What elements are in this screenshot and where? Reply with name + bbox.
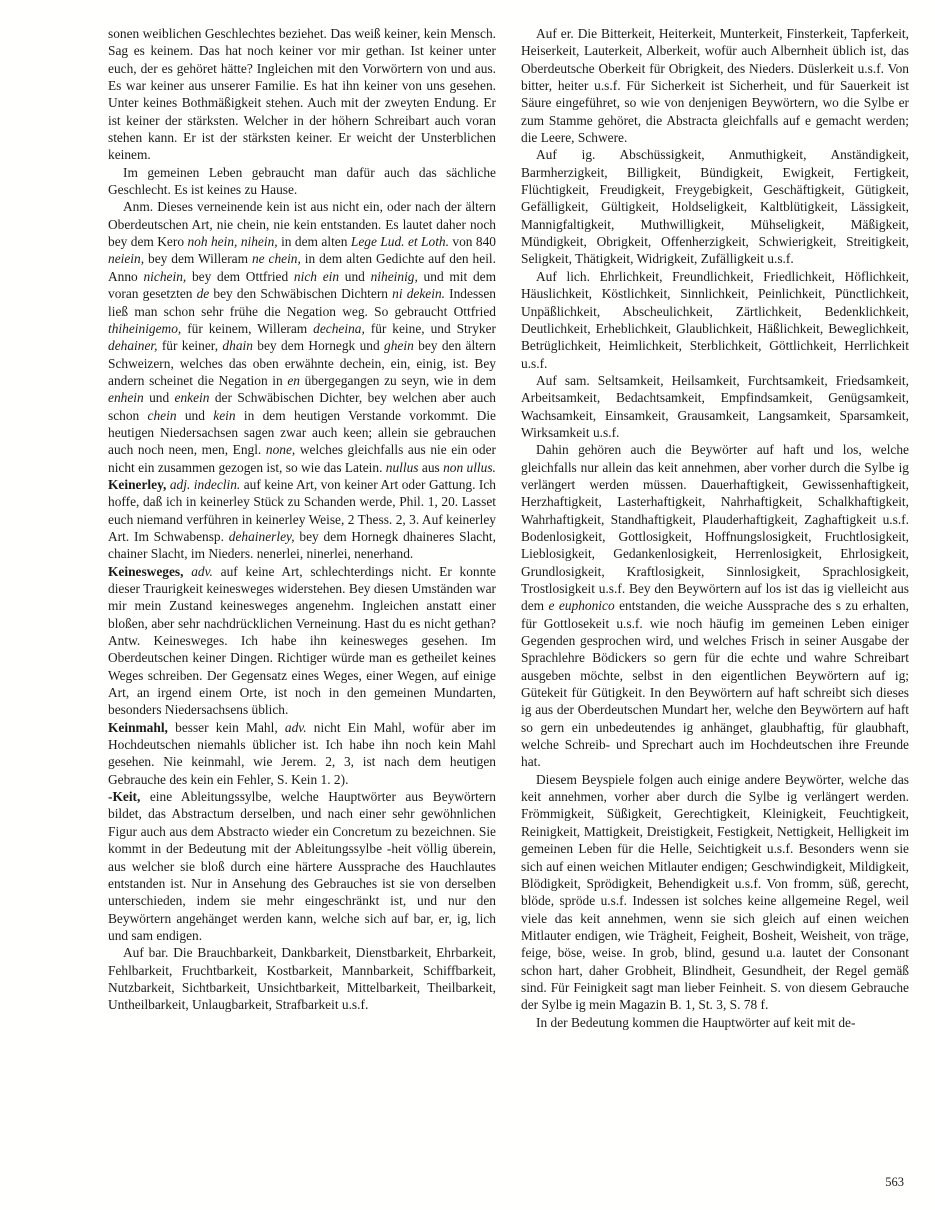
paragraph (108, 198, 496, 476)
text-run: Diesem Beyspiele folgen auch einige andere Beywörter, welche das keit annehmen, vorher aber durch die Sylbe ig verlängert werden. Frömmigkeit, Süßigkeit, Gerechtigkeit, Kleinigkeit, Feuchtigkeit, Reinigkeit, Mattigkeit, Dreistigkeit, Festigkeit, Nettigkeit, Helligkeit im gemeinen Leben für die Helle, Seichtigkeit u.s.f. Besonders wenn sie sich auf einen weichen Mitlauter endigen; Geschwindigkeit, Mildigkeit, Blödigkeit, Sprödigkeit, Behendigkeit u.s.f. Von fromm, süß, gerecht, blöde, spröde u.s.f. Indessen ist solches keine allgemeine Regel, weil viele das keit annehmen, wenn sie sich gleich auf einen weichen Mitlauter endigen, wie Trägheit, Feigheit, Bosheit, Weisheit, von träge, feige, böse, weise. In grob, blind, gesund u.a. lautet der Consonant schon hart, daher Grobheit, Blindheit, Gesundheit, der Regel gemäß sind. Für Feinigkeit sagt man lieber Feinheit. S. von diesem Gebrauche der Sylbe ig mein Magazin B. 1, St. 3, S. 78 f. (521, 771, 909, 1013)
text-run: bey dem Hornegk dhaineres Slacht, chainer Slacht, im Nieders. nenerlei, ninerlei, nenerhand. (108, 528, 496, 562)
text-run: bey dem Willeram (144, 251, 252, 267)
text-run: Im gemeinen Leben gebraucht man dafür auch das sächliche Geschlecht. Es ist keines zu Hause. (108, 164, 496, 198)
paragraph (108, 788, 496, 944)
text-run: Anm. Dieses verneinende kein ist aus nicht ein, oder nach der ältern Oberdeutschen Art, nie chein, nie kein entstanden. Es lautet daher noch bey dem Kero (108, 199, 496, 250)
left-text-column (108, 25, 496, 1031)
text-run: thiheinigemo, (108, 320, 182, 336)
paragraph (521, 25, 909, 146)
paragraph (521, 268, 909, 372)
text-run: nullus (385, 459, 419, 475)
text-run: kein (213, 407, 236, 423)
text-run: und (176, 407, 214, 423)
paragraph (521, 1014, 909, 1031)
page-number: 563 (885, 1175, 904, 1189)
text-run: übergegangen zu seyn, wie in dem (299, 372, 496, 388)
text-run: und mit dem voran gesetzten (108, 268, 496, 302)
text-run: und (143, 390, 175, 406)
text-run: decheina, (313, 320, 365, 336)
text-run: -Keit, (108, 789, 141, 805)
text-run: Indessen ließ man schon sehr frühe die Negation weg. So gebraucht Ottfried (108, 286, 497, 319)
text-run: niheinig, (370, 268, 418, 284)
text-run: eine Ableitungssylbe, welche Hauptwörter aus Beywörtern bildet, das Abstractum derselben, und nach einer sehr gewöhnlichen Figur auch aus dem Abstracto wieder ein Concretum zu bezeichnen. Sie kommt in der Bedeutung mit der Ableitungssylbe -heit völlig überein, aus welcher sie bloß durch eine härtere Aussprache des Hauchlautes entstanden ist. Nur in Ansehung des Gebrauches ist sie von derselben unterschieden, indem sie mehr eingeschränkt ist, und nur den Beywörtern angehänget werden kann, welche sich auf bar, er, ig, lich und sam endigen. (108, 789, 496, 943)
text-run: Lege Lud. et Loth. (350, 234, 449, 250)
paragraph (108, 476, 496, 563)
paragraph (108, 719, 496, 788)
text-run: auf keine Art, schlechterdings nicht. Er konnte dieser Traurigkeit keinesweges widerstehen. Bey diesen Umständen war mir mein Zustand keinesweges angenehm. Ingleichen anstatt einer bloßen, aber sehr nachdrücklichen Verneinung. Hast du es nicht gethan? Antw. Keinesweges. Ich habe ihn keinesweges gesehen. Im Oberdeutschen keiner Dingen. Richtiger würde man es getheilet keines Weges schreiben. Der Gegensatz eines Weges, einer Wegen, auf einige Art, an irgend einem Orte, ist noch in den gemeinen Mundarten, besonders Niedersachsens üblich. (108, 563, 496, 718)
text-run: aus (418, 459, 444, 475)
text-run: von 840 (448, 234, 497, 250)
text-run: de (196, 286, 210, 302)
text-run: sonen weiblichen Geschlechtes beziehet. Das weiß keiner, kein Mensch. Sag es keinem. Das hat noch keiner vor mir gethan. Ist keiner unter euch, der es gehöret hätte? Ingleichen mit den Vorwörtern von und aus. Es war keiner aus unserer Familie. Es hat ihn keiner von uns gesehen. Unter keines Bothmäßigkeit stehen. Auch mit der zweyten Endung. Er ist keiner der stärksten. Welcher in der höhern Schreibart auch voran stehen kann. Er ist der stärksten keiner. Er weicht der Unsterblichen keinem. (108, 26, 496, 163)
right-text-column (521, 25, 909, 1031)
text-run: bey den Schwäbischen Dichtern (209, 286, 393, 302)
paragraph (521, 771, 909, 1014)
text-run: dehainer, (108, 338, 158, 354)
text-run: für keiner, (157, 338, 223, 354)
text-run: in dem alten Gedichte auf den heil. Anno (108, 251, 496, 284)
text-run: in dem alten (277, 234, 351, 250)
text-run: Auf bar. Die Brauchbarkeit, Dankbarkeit, Dienstbarkeit, Ehrbarkeit, Fehlbarkeit, Fruchtbarkeit, Kostbarkeit, Mannbarkeit, Schiffbarkeit, Nutzbarkeit, Sichtbarkeit, Unsichtbarkeit, Mittelbarkeit, Theilbarkeit, Untheilbarkeit, Unlaugbarkeit, Strafbarkeit u.s.f. (108, 945, 496, 1013)
text-columns (108, 25, 909, 1031)
text-run: besser kein Mahl, (167, 719, 285, 735)
text-run: bey dem Hornegk und (252, 338, 385, 354)
text-run: en (287, 372, 300, 388)
text-run: nicht Ein Mahl, wofür aber im Hochdeutschen niemahls üblicher ist. Ich habe ihn noch kein Mahl gesehen. Nie keinmahl, wie Jerem. 2, 3, ist nach dem heutigen Gebrauche des kein ein Fehler, S. Kein 1. 2). (108, 719, 496, 787)
text-run: dhain (222, 338, 253, 354)
paragraph (108, 164, 496, 199)
text-run: dehainerley, (228, 528, 295, 544)
paragraph (108, 25, 496, 164)
paragraph (108, 563, 496, 719)
text-run: none, (265, 442, 296, 458)
text-run: für keine, und Stryker (364, 320, 496, 336)
text-run: Auf ig. Abschüssigkeit, Anmuthigkeit, Anständigkeit, Barmherzigkeit, Billigkeit, Bündigkeit, Ewigkeit, Fertigkeit, Flüchtigkeit, Freudigkeit, Freygebigkeit, Geschäftigkeit, Gütigkeit, Gefälligkeit, Gültigkeit, Holdseligkeit, Kaltblütigkeit, Lässigkeit, Mannigfaltigkeit, Muthwilligkeit, Mühseligkeit, Mäßigkeit, Mündigkeit, Obrigkeit, Offenherzigkeit, Schwierigkeit, Streitigkeit, Seligkeit, Thätigkeit, Widrigkeit, Zufälligkeit u.s.f. (521, 147, 909, 267)
text-run: adj. indeclin. (169, 476, 241, 492)
text-run: Auf er. Die Bitterkeit, Heiterkeit, Munterkeit, Finsterkeit, Tapferkeit, Heiserkeit, Lauterkeit, Alberkeit, wofür auch Albernheit üblich ist, das Oberdeutsche Oberkeit für Obrigkeit, des Nieders. Düslerkeit u.s.f. Von bitter, heiter u.s.f. Für Sicherkeit ist Sicherheit, und für Sauerkeit ist Säure eingeführet, so wie von denjenigen Beywörtern, wo die Sylbe er zum Stamme gehöret, die Abstracta gleichfalls auf e gemacht werden; die Leere, Schwere. (521, 26, 909, 146)
paragraph (521, 372, 909, 441)
text-run: adv. (284, 719, 307, 735)
text-run: chein (147, 407, 177, 423)
paragraph (521, 441, 909, 771)
text-run: enhein (108, 390, 144, 406)
text-run: ne chein, (251, 251, 301, 267)
text-run: entstanden, die weiche Aussprache des s zu erhalten, für Gottlosekeit u.s.f. wie noch häufig im gemeinen Leben einiger Gegenden gesprochen wird, und welches Frisch in seiner Ausgabe der Sprachlehre Bödickers so gern für die echte und wahre Schreibart ausgeben möchte, selbst in den eigentlichen Beywörtern auf ig; Gütekeit für Gütigkeit. In den Beywörtern auf haft schreibt sich dieses ig aus der Oberdeutschen Mundart her, welche den Beywörtern auf haft so gern ein unbedeutendes ig anhänget, glaubhaftig, für glaubhaft, welche Schreib- und Sprechart auch im Hochdeutschen ihre Freunde hat. (521, 598, 909, 770)
text-run: non ullus. (443, 459, 496, 475)
text-run: noh hein, nihein, (187, 234, 278, 250)
text-run: Auf lich. Ehrlichkeit, Freundlichkeit, Friedlichkeit, Höflichkeit, Häuslichkeit, Köstlichkeit, Sinnlichkeit, Peinlichkeit, Pünctlichkeit, Unpäßlichkeit, Abscheulichkeit, Zärtlichkeit, Bedenklichkeit, Deutlichkeit, Erheblichkeit, Glaublichkeit, Häßlichkeit, Beweglichkeit, Betrüglichkeit, Heimlichkeit, Sterblichkeit, Göttlichkeit, Herrlichkeit u.s.f. (521, 268, 909, 371)
text-run: Dahin gehören auch die Beywörter auf haft und los, welche gleichfalls nur allein das keit annehmen, aber vorher durch die Sylbe ig verlängert werden müssen. Dauerhaftigkeit, Gewissenhaftigkeit, Herzhaftigkeit, Lasterhaftigkeit, Nahrhaftigkeit, Schalkhaftigkeit, Wahrhaftigkeit, Standhaftigkeit, Plauderhaftigkeit, Zaghaftigkeit u.s.f. Bodenlosigkeit, Gottlosigkeit, Hoffnungslosigkeit, Fruchtlosigkeit, Lieblosigkeit, Gedankenlosigkeit, Herrenlosigkeit, Ehrlosigkeit, Grundlosigkeit, Kraftlosigkeit, Sinnlosigkeit, Sprachlosigkeit, Trostlosigkeit u.s.f. Bey den Beywörtern auf los ist das ig vielleicht aus dem (521, 442, 909, 614)
text-run: ghein (384, 338, 414, 354)
text-run: auf keine Art, von keiner Art oder Gattung. Ich hoffe, daß ich in keinerley Stück zu Schanden werde, Phil. 1, 20. Lasset euch niemand verführen in keinerley Weise, 2 Thess. 2, 3. Auf keinerley Art. Im Schwabensp. (108, 476, 496, 544)
text-run: Auf sam. Seltsamkeit, Heilsamkeit, Furchtsamkeit, Friedsamkeit, Arbeitsamkeit, Bedachtsamkeit, Empfindsamkeit, Genügsamkeit, Wachsamkeit, Einsamkeit, Grausamkeit, Langsamkeit, Sparsamkeit, Wirksamkeit u.s.f. (521, 372, 909, 440)
text-run: in dem heutigen Verstande vorkommt. Die heutigen Niedersachsen sagen zwar auch keen; allein sie gebrauchen auch noch neen, men, Engl. (108, 407, 496, 458)
text-run: bey den ältern Schweizern, welches das oben erwähnte dechein, ein, einig, ist. Bey andern scheinet die Negation in (108, 338, 496, 388)
text-run: und (339, 268, 371, 284)
text-run: nich ein (293, 268, 340, 284)
text-run: für keinem, Willeram (181, 320, 314, 336)
text-run: enkein (174, 390, 210, 406)
text-run: ni dekein. (392, 286, 445, 302)
text-run: In der Bedeutung kommen die Hauptwörter auf keit mit de- (536, 1014, 856, 1030)
text-run: welches gleichfalls aus nie ein oder nicht ein zusammen gezogen ist, so wie das Latein. (108, 442, 496, 475)
paragraph (521, 146, 909, 267)
text-run: bey dem Ottfried (186, 268, 294, 284)
paragraph (108, 944, 496, 1013)
text-run: e euphonico (548, 598, 615, 614)
text-run: nichein, (143, 268, 187, 284)
text-run: neiein, (108, 251, 145, 267)
text-run: Keinmahl, (108, 719, 168, 735)
text-run: der Schwäbischen Dichter, bey welchen aber auch schon (108, 390, 496, 423)
text-run: adv. (191, 563, 213, 579)
text-run: Keinesweges, (108, 563, 184, 579)
text-run: Keinerley, (108, 476, 167, 492)
